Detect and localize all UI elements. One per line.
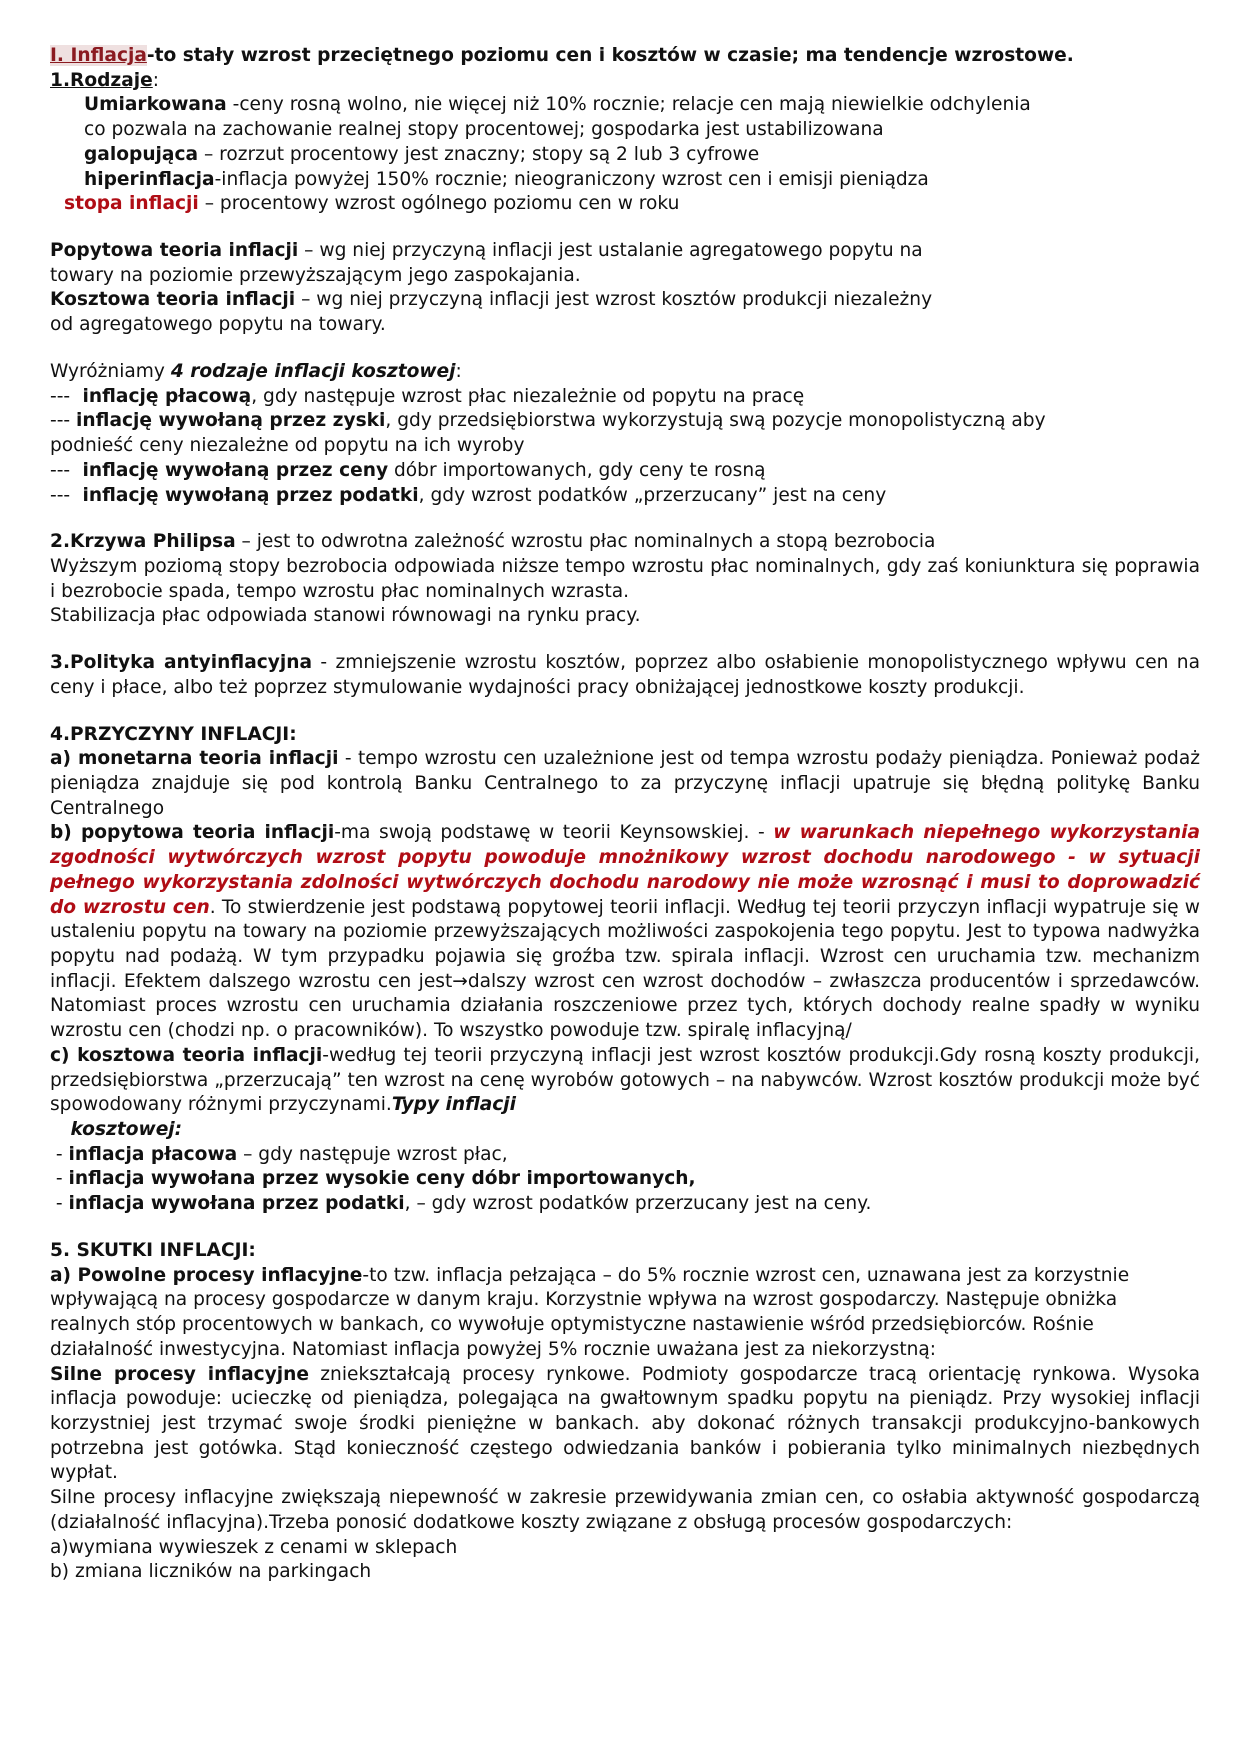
stopa-inflacji-text: – procentowy wzrost ogólnego poziomu cen w roku	[198, 193, 680, 215]
skutki-silne-2: Silne procesy inflacyjne zwiększają niepewność w zakresie przewidywania zmian cen, co osłabia aktywność gospodarczą (działalność inflacyjna).Trzeba ponosić dodatkowe koszty związane z obsługą procesów gospodarczych:	[50, 1487, 1200, 1533]
typy-inflacji-kosztowej: kosztowej:	[64, 1119, 183, 1141]
stopa-inflacji-line	[50, 192, 1200, 217]
term-popytowa-teoria-b: b) popytowa teoria inflacji	[50, 822, 335, 844]
section-heading-skutki	[50, 1239, 1200, 1264]
rodzaj-item-galopujaca	[50, 143, 1200, 168]
term-hiperinflacja: hiperinflacja	[84, 168, 215, 190]
skutki-list-item-0: a)wymiana wywieszek z cenami w sklepach	[50, 1536, 458, 1558]
rodzaje-heading: 1.Rodzaje	[50, 69, 153, 91]
rodzaj-item-hiperinflacja	[50, 168, 1200, 193]
kosztowa-teoria-text2: od agregatowego popytu na towary.	[50, 314, 386, 336]
term-umiarkowana-text: -ceny rosną wolno, nie więcej niż 10% rocznie; relacje cen mają niewielkie odchylenia	[226, 94, 1031, 116]
wyrozniamy-lead: Wyróżniamy	[50, 360, 171, 382]
term-silne-procesy: Silne procesy inflacyjne	[50, 1363, 310, 1385]
philipsa-body-2: Stabilizacja płac odpowiada stanowi równowagi na rynku pracy.	[50, 605, 641, 627]
wyrozniamy-suffix: :	[455, 360, 462, 382]
skutki-a	[50, 1264, 1200, 1363]
term-umiarkowana: Umiarkowana	[84, 94, 227, 116]
wyrozniamy-item-1-cont	[50, 434, 1200, 459]
spacer-5	[50, 701, 1200, 723]
popytowa-teoria-text: – wg niej przyczyną inflacji jest ustalanie agregatowego popytu na	[298, 240, 923, 262]
typ-text-0: – gdy następuje wzrost płac,	[237, 1143, 508, 1165]
skutki-a-body: -to tzw. inflacja pełzająca – do 5% rocznie wzrost cen, uznawana jest za korzystnie wpływającą na procesy gospodarcze w danym kraju. Korzystnie wpływa na wzrost gospodarczy. Następuje obniżka realnych stóp procentowych w bankach, co wywołuje optymistyczne nastawienie wśród przedsiębiorców. Rośnie działalność inwestycyjna. Natomiast inflacja powyżej 5% rocznie uważana jest za niekorzystną:	[50, 1264, 1130, 1360]
przyczyny-b	[50, 821, 1200, 1043]
document-title-line	[50, 44, 1200, 69]
rodzaj-item-umiarkowana	[50, 93, 1200, 118]
typ-text-1: ,	[688, 1168, 696, 1190]
document-body	[50, 44, 1200, 1585]
popytowa-teoria-text2: towary na poziomie przewyższającym jego zaspokajania.	[50, 264, 581, 286]
rodzaj-item-umiarkowana-cont	[50, 118, 1200, 143]
philipsa-heading-rest: – jest to odwrotna zależność wzrostu płac nominalnych a stopą bezrobocia	[235, 531, 936, 553]
przyczyny-b-rest: . To stwierdzenie jest podstawą popytowej teorii inflacji. Według tej teorii przyczyn inflacji wypatruje się w ustaleniu popytu na towary na poziomie przewyższających możliwości zaspokojenia tego popytu. Jest to typowa nadwyżka popytu nad podażą. W tym przypadku pojawia się groźba tzw. spirala inflacji. Wzrost cen uruchamia tzw. mechanizm inflacji. Efektem dalszego wzrostu cen jest→dalszy wzrost cen wzrost dochodów – zwłaszcza producentów i sprzedawców. Natomiast proces wzrostu cen uruchamia działania roszczeniowe przez tych, których dochody realne spadły w wyniku wzrostu cen (chodzi np. o pracowników). To wszystko powoduje tzw. spiralę inflacyjną/	[50, 896, 1200, 1042]
term-monetarna-teoria: a) monetarna teoria inflacji	[50, 748, 339, 770]
typ-term-2: inflacja wywołana przez podatki	[68, 1193, 405, 1215]
spacer-6	[50, 1217, 1200, 1239]
spacer-1	[50, 217, 1200, 239]
przyczyny-c	[50, 1044, 1200, 1118]
text-0: , gdy następuje wzrost płac niezależnie od popytu na pracę	[251, 385, 805, 407]
typ-term-0: inflacja płacowa	[68, 1143, 238, 1165]
rodzaje-heading-suffix: :	[152, 69, 160, 91]
wyrozniamy-item-1	[50, 409, 1200, 434]
spacer-2	[50, 338, 1200, 360]
typ-inflacji-1	[50, 1167, 1200, 1192]
term-umiarkowana-text2: co pozwala na zachowanie realnej stopy procentowej; gospodarka jest ustabilizowana	[84, 119, 884, 141]
przyczyny-heading: 4.PRZYCZYNY INFLACJI:	[50, 723, 297, 745]
kosztowa-teoria-text: – wg niej przyczyną inflacji jest wzrost kosztów produkcji niezależny	[295, 289, 933, 311]
spacer-4	[50, 629, 1200, 651]
text-3: , gdy wzrost podatków „przerzucany” jest na ceny	[418, 484, 887, 506]
term-inflacja-placowa: inflację płacową	[76, 385, 252, 407]
polityka-heading: 3.Polityka antyinflacyjna	[50, 652, 313, 674]
text-2: dóbr importowanych, gdy ceny te rosną	[388, 459, 766, 481]
page-title: I. Inflacja	[50, 45, 147, 66]
kosztowa-teoria-line1	[50, 288, 1200, 313]
dash-1: ---	[50, 410, 77, 432]
section-heading-przyczyny	[50, 723, 1200, 748]
term-popytowa-teoria: Popytowa teoria inflacji	[50, 240, 299, 262]
text-1-cont: podnieść ceny niezależne od popytu na ich wyroby	[50, 435, 525, 457]
typ-dash-2: -	[50, 1193, 69, 1215]
przyczyny-b-lead: -ma swoją podstawę w teorii Keynsowskiej. -	[334, 822, 774, 844]
wyrozniamy-item-2	[50, 459, 1200, 484]
wyrozniamy-emph: 4 rodzaje inflacji kosztowej	[170, 360, 456, 382]
wyrozniamy-line	[50, 360, 1200, 385]
typ-inflacji-0	[50, 1143, 1200, 1168]
term-kosztowa-teoria: Kosztowa teoria inflacji	[50, 289, 296, 311]
term-galopujaca: galopująca	[84, 143, 199, 165]
przyczyny-b-quote: w warunkach niepełnego wykorzystania zgodności wytwórczych wzrost popytu powoduje mnożnikowy wzrost dochodu narodowego - w sytuacji pełnego wykorzystania zdolności wytwórczych dochodu narodowy nie może wzrosnąć i musi to doprowadzić do wzrostu cen	[50, 822, 1200, 918]
popytowa-teoria-line1	[50, 239, 1200, 264]
dash-3: ---	[50, 484, 77, 506]
kosztowa-teoria-line2	[50, 313, 1200, 338]
wyrozniamy-item-0	[50, 385, 1200, 410]
typy-inflacji-label2	[50, 1118, 1200, 1143]
term-hiperinflacja-text: -inflacja powyżej 150% rocznie; nieograniczony wzrost cen i emisji pieniądza	[214, 168, 929, 190]
skutki-silne	[50, 1363, 1200, 1487]
typy-inflacji-label: Typy inflacji	[391, 1094, 517, 1116]
typ-dash-0: -	[50, 1143, 69, 1165]
skutki-list-item-1: b) zmiana liczników na parkingach	[50, 1561, 372, 1583]
dash-2: ---	[50, 459, 77, 481]
section-heading-rodzaje	[50, 69, 1200, 94]
title-rest: -to stały wzrost przeciętnego poziomu cen i kosztów w czasie; ma tendencje wzrostowe.	[146, 45, 1074, 66]
section-heading-philipsa	[50, 530, 1200, 555]
text-1: , gdy przedsiębiorstwa wykorzystują swą pozycje monopolistyczną aby	[385, 410, 1046, 432]
term-powolne-procesy: a) Powolne procesy inflacyjne	[50, 1264, 363, 1286]
przyczyny-c-body: -według tej teorii przyczyną inflacji jest wzrost kosztów produkcji.Gdy rosną koszty produkcji, przedsiębiorstwa „przerzucają” ten wzrost na cenę wyrobów gotowych – na nabywców. Wzrost kosztów produkcji może być spowodowany różnymi przyczynami.	[50, 1044, 1200, 1116]
section-polityka	[50, 651, 1200, 700]
philipsa-body-1: Wyższym poziomą stopy bezrobocia odpowiada niższe tempo wzrostu płac nominalnych, gdy zaś koniunktura się poprawia i bezrobocie spada, tempo wzrostu płac nominalnych wzrasta.	[50, 555, 1200, 602]
term-inflacja-podatki: inflację wywołaną przez podatki	[76, 484, 419, 506]
spacer-3	[50, 508, 1200, 530]
term-inflacja-zyski: inflację wywołaną przez zyski	[76, 410, 386, 432]
term-galopujaca-text: – rozrzut procentowy jest znaczny; stopy są 2 lub 3 cyfrowe	[198, 143, 760, 165]
term-stopa-inflacji: stopa inflacji	[64, 193, 199, 215]
przyczyny-a	[50, 747, 1200, 821]
term-kosztowa-teoria-c: c) kosztowa teoria inflacji	[50, 1044, 323, 1066]
term-inflacja-ceny: inflację wywołaną przez ceny	[76, 459, 389, 481]
typ-term-1: inflacja wywołana przez wysokie ceny dóbr importowanych	[68, 1168, 689, 1190]
polityka-body: - zmniejszenie wzrostu kosztów, poprzez albo osłabienie monopolistycznego wpływu cen na ceny i płace, albo też poprzez stymulowanie wydajności pracy obniżającej jednostkowe koszty produkcji.	[50, 652, 1200, 698]
philipsa-heading: 2.Krzywa Philipsa	[50, 531, 236, 553]
przyczyny-a-body: - tempo wzrostu cen uzależnione jest od tempa wzrostu podaży pieniądza. Ponieważ podaż pieniądza znajduje się pod kontrolą Banku Centralnego to za przyczynę inflacji upatruje się błędną politykę Banku Centralnego	[50, 748, 1200, 819]
popytowa-teoria-line2	[50, 264, 1200, 289]
skutki-silne-body: zniekształcają procesy rynkowe. Podmioty gospodarcze tracą orientację rynkowa. Wysoka inflacja powoduje: ucieczkę od pieniądza, polegająca na gwałtownym spadku popytu na pieniądz. Przy wysokiej inflacji korzystniej jest trzymać swoje środki pieniężne w bankach. aby dokonać różnych transakcji produkcyjno-bankowych potrzebna jest gotówka. Stąd konieczność częstego odwiedzania banków i pobierania tylko minimalnych niezbędnych wypłat.	[50, 1363, 1201, 1484]
dash-0: ---	[50, 385, 77, 407]
typ-inflacji-2	[50, 1192, 1200, 1217]
wyrozniamy-item-3	[50, 484, 1200, 509]
skutki-heading: 5. SKUTKI INFLACJI:	[50, 1239, 256, 1261]
typ-dash-1: -	[50, 1168, 69, 1190]
typ-text-2: , – gdy wzrost podatków przerzucany jest na ceny.	[404, 1193, 872, 1215]
